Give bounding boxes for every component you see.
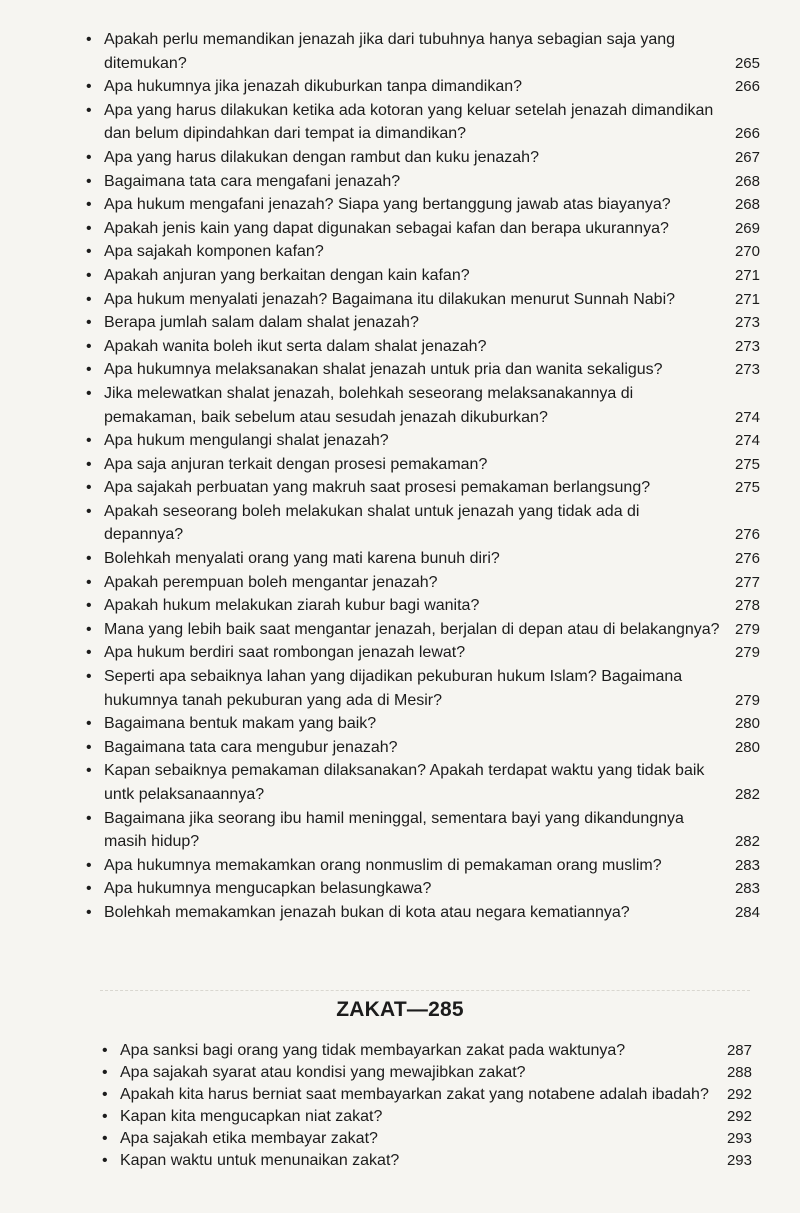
toc-entry-question: Kapan kita mengucapkan niat zakat?: [120, 1108, 383, 1125]
toc-entry-question: Apa sajakah komponen kafan?: [104, 243, 324, 261]
toc-entry: [0, 99, 800, 146]
toc-entry-question: Berapa jumlah salam dalam shalat jenazah?: [104, 314, 419, 332]
toc-entry-question: Bagaimana tata cara mengubur jenazah?: [104, 738, 398, 756]
bullet-icon: •: [86, 455, 92, 473]
toc-entry-question: Apa sanksi bagi orang yang tidak membayarkan zakat pada waktunya?: [120, 1042, 626, 1059]
toc-entry-question: Apa sajakah etika membayar zakat?: [120, 1130, 378, 1147]
bullet-icon: •: [86, 620, 92, 638]
toc-entry-page-number: 273: [734, 337, 760, 355]
bullet-icon: •: [86, 903, 92, 921]
toc-entry-page-number: 266: [734, 125, 760, 143]
toc-entry: [0, 217, 800, 241]
toc-entry: [0, 1040, 800, 1062]
toc-entry-page-number: 292: [726, 1086, 752, 1103]
toc-entry-question: Bagaimana jika seorang ibu hamil meninggal, sementara bayi yang dikandungnya masih hidup?: [104, 809, 684, 851]
toc-entry-page-number: 271: [734, 266, 760, 284]
toc-entry: [0, 877, 800, 901]
toc-entry-page-number: 279: [734, 644, 760, 662]
toc-entry-page-number: 273: [734, 361, 760, 379]
toc-entry: [0, 854, 800, 878]
toc-entry: [0, 358, 800, 382]
toc-entry-question: Apa hukumnya memakamkan orang nonmuslim di pemakaman orang muslim?: [104, 856, 662, 874]
toc-entry: [0, 429, 800, 453]
toc-entry: [0, 759, 800, 806]
toc-entry-page-number: 293: [726, 1130, 752, 1147]
toc-entry-page-number: 271: [734, 290, 760, 308]
toc-entry: [0, 500, 800, 547]
bullet-icon: •: [102, 1064, 108, 1081]
toc-entry-question: Apa hukumnya jika jenazah dikuburkan tanpa dimandikan?: [104, 78, 523, 96]
toc-entry-page-number: 293: [726, 1152, 752, 1169]
bullet-icon: •: [86, 290, 92, 308]
toc-entry-page-number: 292: [726, 1108, 752, 1125]
toc-entry: [0, 28, 800, 75]
toc-entry-page-number: 268: [734, 196, 760, 214]
bullet-icon: •: [86, 384, 92, 402]
bullet-icon: •: [102, 1152, 108, 1169]
toc-entry: [0, 1062, 800, 1084]
toc-entry-question: Mana yang lebih baik saat mengantar jenazah, berjalan di depan atau di belakangnya?: [104, 620, 720, 638]
toc-entry: [0, 641, 800, 665]
toc-entry: [0, 382, 800, 429]
toc-entry-question: Apa hukum menyalati jenazah? Bagaimana itu dilakukan menurut Sunnah Nabi?: [104, 290, 676, 308]
toc-entry-page-number: 275: [734, 455, 760, 473]
toc-entry-question: Apa saja anjuran terkait dengan prosesi pemakaman?: [104, 455, 488, 473]
bullet-icon: •: [86, 550, 92, 568]
bullet-icon: •: [86, 573, 92, 591]
toc-list-zakat: [0, 1040, 800, 1172]
bullet-icon: •: [86, 78, 92, 96]
toc-entry: [0, 335, 800, 359]
toc-entry-question: Apakah jenis kain yang dapat digunakan sebagai kafan dan berapa ukurannya?: [104, 219, 669, 237]
toc-entry: [0, 170, 800, 194]
bullet-icon: •: [86, 715, 92, 733]
bullet-icon: •: [86, 219, 92, 237]
toc-entry: [0, 1150, 800, 1172]
toc-entry: [0, 193, 800, 217]
toc-entry-page-number: 265: [734, 54, 760, 72]
bullet-icon: •: [102, 1108, 108, 1125]
toc-entry: [0, 453, 800, 477]
bullet-icon: •: [86, 314, 92, 332]
toc-entry-page-number: 273: [734, 314, 760, 332]
toc-entry-question: Bagaimana bentuk makam yang baik?: [104, 715, 377, 733]
toc-entry-page-number: 287: [726, 1042, 752, 1059]
bullet-icon: •: [86, 856, 92, 874]
bullet-icon: •: [86, 479, 92, 497]
toc-entry-question: Apakah hukum melakukan ziarah kubur bagi wanita?: [104, 597, 480, 615]
bullet-icon: •: [86, 809, 92, 827]
toc-entry-question: Apa hukumnya mengucapkan belasungkawa?: [104, 880, 432, 898]
bullet-icon: •: [86, 172, 92, 190]
toc-entry: [0, 571, 800, 595]
toc-entry-page-number: 279: [734, 691, 760, 709]
toc-entry-page-number: 284: [734, 903, 760, 921]
toc-entry: [0, 594, 800, 618]
bullet-icon: •: [86, 597, 92, 615]
toc-entry-question: Apakah seseorang boleh melakukan shalat untuk jenazah yang tidak ada di depannya?: [104, 502, 640, 544]
bullet-icon: •: [86, 668, 92, 686]
toc-entry-page-number: 267: [734, 148, 760, 166]
toc-entry-question: Apa sajakah perbuatan yang makruh saat prosesi pemakaman berlangsung?: [104, 479, 651, 497]
toc-entry-page-number: 269: [734, 219, 760, 237]
bullet-icon: •: [86, 243, 92, 261]
toc-entry: [0, 736, 800, 760]
toc-entry-question: Apa hukumnya melaksanakan shalat jenazah untuk pria dan wanita sekaligus?: [104, 361, 663, 379]
toc-entry: [0, 1128, 800, 1150]
bullet-icon: •: [86, 31, 92, 48]
toc-entry: [0, 547, 800, 571]
toc-entry-page-number: 276: [734, 526, 760, 544]
toc-entry: [0, 311, 800, 335]
toc-entry: [0, 288, 800, 312]
toc-entry: [0, 1084, 800, 1106]
toc-entry-question: Kapan sebaiknya pemakaman dilaksanakan? Apakah terdapat waktu yang tidak baik untk pelaksanaannya?: [104, 762, 705, 803]
toc-entry-page-number: 282: [734, 833, 760, 851]
toc-entry-question: Bagaimana tata cara mengafani jenazah?: [104, 172, 401, 190]
toc-entry-page-number: 279: [734, 620, 760, 638]
toc-entry: [0, 476, 800, 500]
toc-entry-question: Apa hukum mengafani jenazah? Siapa yang bertanggung jawab atas biayanya?: [104, 196, 671, 214]
toc-entry: [0, 75, 800, 99]
toc-entry-question: Bolehkah memakamkan jenazah bukan di kota atau negara kematiannya?: [104, 903, 630, 921]
toc-entry-page-number: 283: [734, 856, 760, 874]
bullet-icon: •: [86, 361, 92, 379]
bullet-icon: •: [86, 196, 92, 214]
toc-entry: [0, 807, 800, 854]
toc-entry-page-number: 277: [734, 573, 760, 591]
toc-entry-page-number: 274: [734, 432, 760, 450]
toc-entry-page-number: 274: [734, 408, 760, 426]
bullet-icon: •: [86, 644, 92, 662]
bullet-icon: •: [86, 266, 92, 284]
toc-entry-page-number: 276: [734, 550, 760, 568]
toc-entry: [0, 901, 800, 925]
toc-entry-page-number: 278: [734, 597, 760, 615]
toc-entry-page-number: 270: [734, 243, 760, 261]
bullet-icon: •: [102, 1042, 108, 1059]
toc-entry-question: Apakah kita harus berniat saat membayarkan zakat yang notabene adalah ibadah?: [120, 1086, 709, 1103]
toc-entry-question: Apakah wanita boleh ikut serta dalam shalat jenazah?: [104, 337, 487, 355]
bullet-icon: •: [86, 880, 92, 898]
toc-entry-question: Kapan waktu untuk menunaikan zakat?: [120, 1152, 400, 1169]
section-title-zakat: ZAKAT—285: [336, 998, 464, 1021]
bullet-icon: •: [86, 148, 92, 166]
toc-entry: [0, 618, 800, 642]
toc-entry-question: Apakah perempuan boleh mengantar jenazah?: [104, 573, 438, 591]
toc-entry-question: Apa hukum berdiri saat rombongan jenazah lewat?: [104, 644, 466, 662]
toc-entry-page-number: 282: [734, 786, 760, 803]
toc-entry: [0, 146, 800, 170]
toc-entry: [0, 264, 800, 288]
toc-entry-page-number: 280: [734, 715, 760, 733]
toc-entry-page-number: 280: [734, 738, 760, 756]
toc-entry-question: Seperti apa sebaiknya lahan yang dijadikan pekuburan hukum Islam? Bagaimana hukumnya tanah pekuburan yang ada di Mesir?: [104, 668, 683, 709]
toc-entry: [0, 1106, 800, 1128]
toc-entry-question: Apa yang harus dilakukan ketika ada kotoran yang keluar setelah jenazah dimandikan dan belum dipindahkan dari tempat ia dimandikan?: [104, 101, 714, 143]
toc-entry-question: Bolehkah menyalati orang yang mati karena bunuh diri?: [104, 550, 500, 568]
toc-entry-question: Jika melewatkan shalat jenazah, bolehkah seseorang melaksanakannya di pemakaman, baik sebelum atau sesudah jenazah dikuburkan?: [104, 384, 634, 426]
toc-entry: [0, 665, 800, 712]
toc-entry-page-number: 288: [726, 1064, 752, 1081]
toc-entry-page-number: 266: [734, 78, 760, 96]
bullet-icon: •: [86, 101, 92, 119]
bullet-icon: •: [86, 337, 92, 355]
toc-entry: [0, 712, 800, 736]
bullet-icon: •: [102, 1086, 108, 1103]
toc-entry-page-number: 275: [734, 479, 760, 497]
toc-entry-page-number: 268: [734, 172, 760, 190]
bullet-icon: •: [86, 738, 92, 756]
toc-entry-question: Apa sajakah syarat atau kondisi yang mewajibkan zakat?: [120, 1064, 526, 1081]
bullet-icon: •: [86, 432, 92, 450]
toc-entry-question: Apa yang harus dilakukan dengan rambut dan kuku jenazah?: [104, 148, 539, 166]
toc-entry-question: Apa hukum mengulangi shalat jenazah?: [104, 432, 389, 450]
toc-entry-page-number: 283: [734, 880, 760, 898]
bullet-icon: •: [86, 502, 92, 520]
bullet-icon: •: [86, 762, 92, 780]
toc-list-jenazah: [0, 28, 800, 925]
toc-entry: [0, 240, 800, 264]
toc-entry-question: Apakah perlu memandikan jenazah jika dari tubuhnya hanya sebagian saja yang ditemukan?: [104, 31, 676, 72]
toc-entry-question: Apakah anjuran yang berkaitan dengan kain kafan?: [104, 266, 470, 284]
bullet-icon: •: [102, 1130, 108, 1147]
